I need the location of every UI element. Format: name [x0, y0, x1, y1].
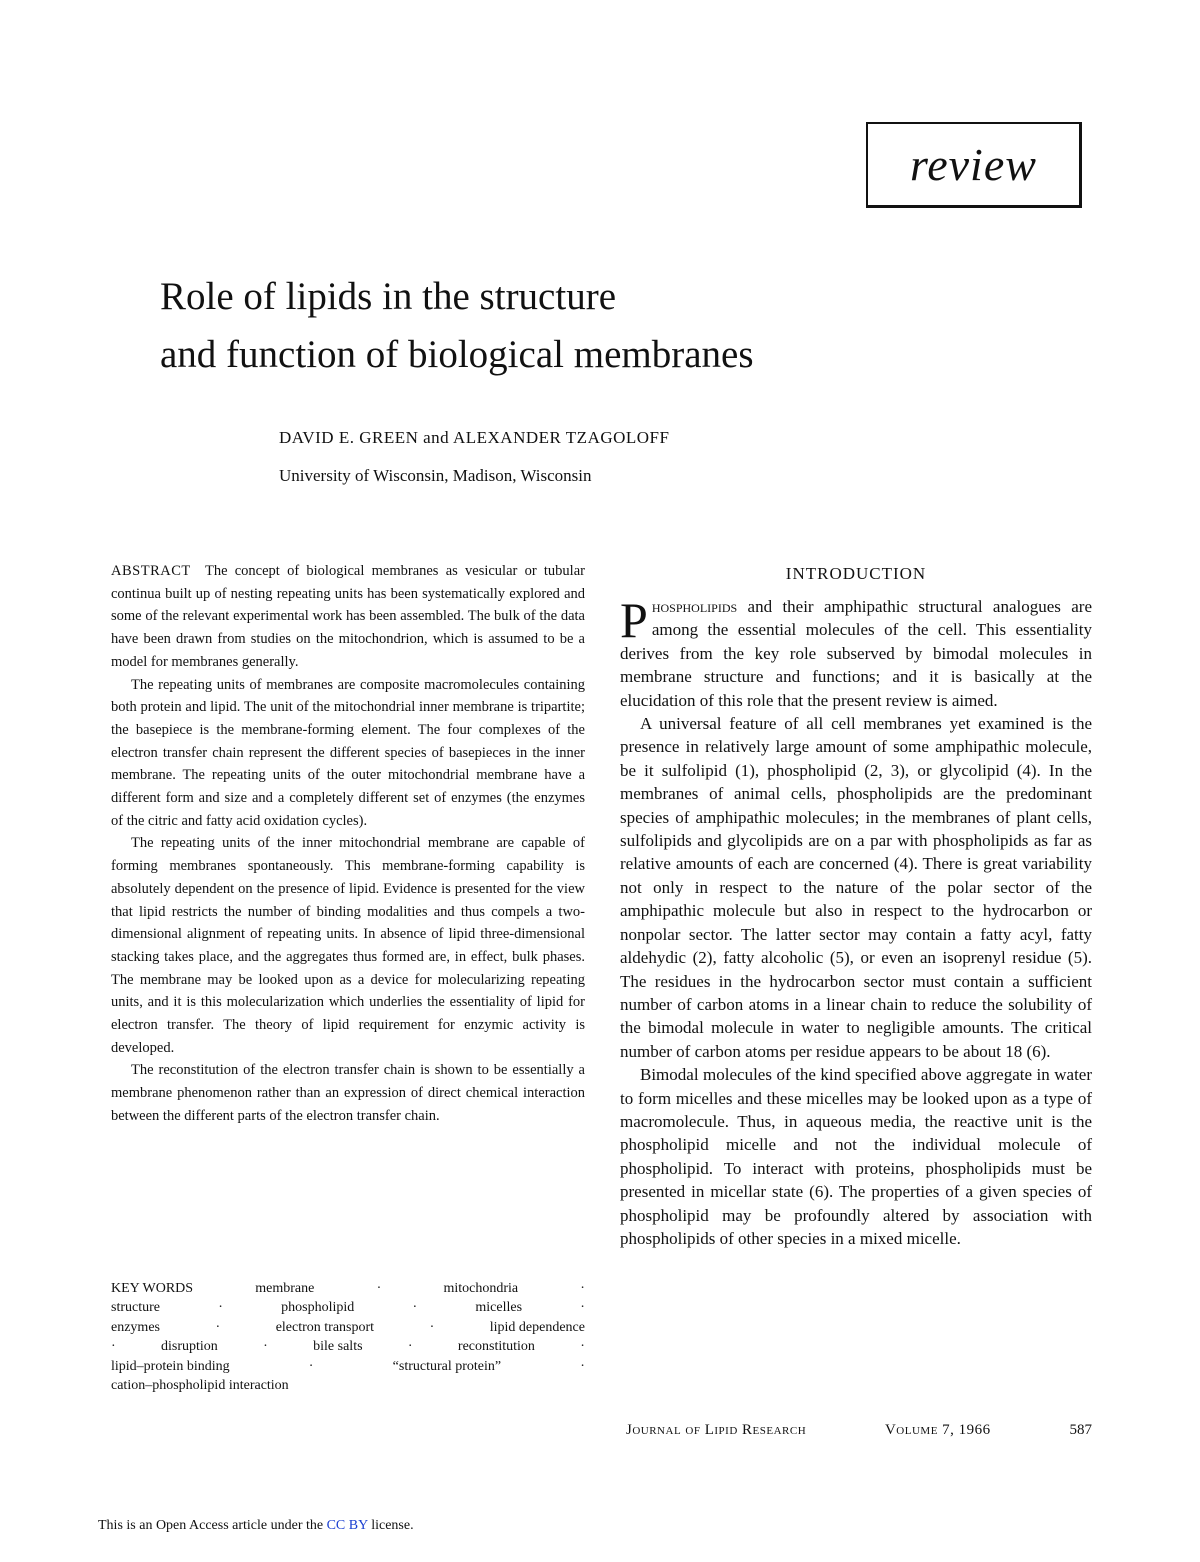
introduction-text-1: and their amphipathic structural analogues are among the essential molecules of the cell. This essentiality derives from the key role subserved by bimodal molecules in membrane structure and functions; and it is basically at the elucidation of this role that the present review is aimed. [620, 597, 1092, 710]
article-title [160, 268, 1060, 384]
keyword: electron transport [275, 1319, 375, 1335]
keyword: structure [111, 1300, 160, 1316]
keyword: micelles [475, 1300, 523, 1316]
keywords-row [111, 1298, 585, 1317]
introduction-heading: INTRODUCTION [785, 564, 927, 583]
introduction-paragraph-1 [620, 592, 1092, 712]
keyword: reconstitution [457, 1339, 535, 1355]
open-access-prefix: This is an Open Access article under the [98, 1518, 327, 1533]
keyword-separator: · [580, 1300, 585, 1316]
running-footer [626, 1422, 1092, 1439]
abstract-paragraph-2: The repeating units of membranes are composite macromolecules containing both protein and lipid. The unit of the mitochondrial inner membrane is tripartite; the basepiece is the membrane-forming element. The four complexes of the electron transfer chain represent the different species of basepieces in the inner membrane. The repeating units of the outer mitochondrial membrane have a different form and size and a completely different set of enzymes (the enzymes of the citric and fatty acid oxidation cycles). [111, 676, 585, 829]
introduction-paragraph-3: Bimodal molecules of the kind specified above aggregate in water to form micelles and these micelles may be looked upon as a type of macromolecule. Thus, in aqueous media, the reactive unit is the phospholipid micelle and not the individual molecule of phospholipid. To interact with proteins, phospholipids must be presented in micellar state (6). The properties of a given species of phospholipid may be profoundly altered by association with phospholipids of other species in a mixed micelle. [620, 1065, 1092, 1248]
drop-cap: P [620, 592, 648, 648]
keywords-row [111, 1357, 585, 1376]
keyword-separator: · [580, 1339, 585, 1355]
keyword-separator: · [376, 1281, 382, 1296]
page-number: 587 [1069, 1422, 1092, 1438]
lead-in-smallcaps: hospholipids [651, 597, 738, 616]
keyword: phospholipid [281, 1300, 355, 1316]
authors: DAVID E. GREEN and ALEXANDER TZAGOLOFF [279, 428, 670, 447]
abstract-paragraph-3: The repeating units of the inner mitochondrial membrane are capable of forming membranes spontaneously. This membrane-forming capability is absolutely dependent on the presence of lipid. Evidence is presented for the view that lipid restricts the number of binding modalities and thus compels a two-dimensional alignment of repeating units. In absence of lipid three-dimensional stacking takes place, and the aggregates thus formed are, in effect, bulk phases. The membrane may be looked upon as a device for molecularizing repeating units, and it is this molecularization which underlies the essentiality of lipid for electron transfer. The theory of lipid requirement for enzymic activity is developed. [111, 835, 585, 1056]
keywords-row [111, 1279, 585, 1298]
journal-name: Journal of Lipid Research [626, 1422, 807, 1438]
keywords-block [111, 1279, 585, 1395]
keyword-separator: · [263, 1339, 268, 1355]
keyword-separator: · [429, 1319, 435, 1335]
journal-volume: Volume 7, 1966 [884, 1422, 991, 1438]
open-access-suffix: license. [367, 1518, 414, 1533]
cc-by-link[interactable]: CC BY [326, 1518, 368, 1533]
abstract-label: ABSTRACT [111, 563, 191, 579]
keyword: lipid dependence [489, 1319, 585, 1335]
title-line-2: and function of biological membranes [160, 333, 754, 376]
abstract-text-1: The concept of biological membranes as vesicular or tubular continua built up of nesting repeating units has been systematically explored and some of the relevant experimental work has been assembled. The bulk of the data have been drawn from studies on the mitochondrion, which is assumed to be a model for membranes generally. [111, 563, 585, 670]
keyword-separator: · [218, 1300, 223, 1316]
abstract-paragraph-1 [111, 560, 585, 674]
keyword-separator: · [308, 1358, 314, 1374]
review-badge [866, 122, 1082, 208]
keywords-label: KEY WORDS [111, 1281, 194, 1296]
abstract-column [111, 560, 585, 1128]
keyword: disruption [161, 1339, 218, 1355]
abstract-paragraph-4: The reconstitution of the electron transfer chain is shown to be essentially a membrane phenomenon rather than an expression of direct chemical interaction between the different parts of the electron transfer chain. [111, 1062, 585, 1124]
keyword: membrane [255, 1281, 315, 1296]
keyword-separator: · [111, 1339, 116, 1355]
keyword: cation–phospholipid interaction [111, 1378, 289, 1394]
keywords-row [111, 1376, 585, 1395]
review-badge-label: review [910, 139, 1037, 190]
keyword: enzymes [111, 1319, 160, 1335]
keyword: “structural protein” [392, 1358, 502, 1374]
introduction-column [620, 560, 1092, 1250]
keyword-separator: · [580, 1358, 585, 1374]
keywords-row [111, 1318, 585, 1337]
open-access-notice [98, 1518, 414, 1534]
keyword-separator: · [412, 1300, 418, 1316]
keyword-separator: · [580, 1281, 585, 1296]
keyword-separator: · [407, 1339, 413, 1355]
keyword-separator: · [215, 1319, 221, 1335]
keyword: bile salts [313, 1339, 363, 1355]
affiliation: University of Wisconsin, Madison, Wisconsin [279, 466, 592, 485]
keyword: mitochondria [443, 1281, 519, 1296]
introduction-paragraph-2: A universal feature of all cell membranes yet examined is the presence in relatively large amount of some amphipathic molecule, be it sulfolipid (1), phospholipid (2, 3), or glycolipid (4). In the membranes of animal cells, phospholipids are the predominant species of amphipathic molecules; in the membranes of plant cells, sulfolipids and glycolipids are on a par with phospholipids as far as relative amounts of each are concerned (4). There is great variability not only in respect to the nature of the polar sector of the amphipathic molecule but also in respect to the hydrocarbon or nonpolar sector. The latter sector may contain a fatty acyl, fatty aldehydic (2), fatty alcoholic (5), or even an isoprenyl residue (5). The residues in the hydrocarbon sector must contain a sufficient number of carbon atoms in a linear chain to reduce the solubility of the bimodal molecule in water to negligible amounts. The critical number of carbon atoms per residue appears to be about 18 (6). [620, 714, 1092, 1061]
keyword: lipid–protein binding [111, 1358, 230, 1374]
keywords-row [111, 1337, 585, 1356]
title-line-1: Role of lipids in the structure [160, 275, 617, 318]
